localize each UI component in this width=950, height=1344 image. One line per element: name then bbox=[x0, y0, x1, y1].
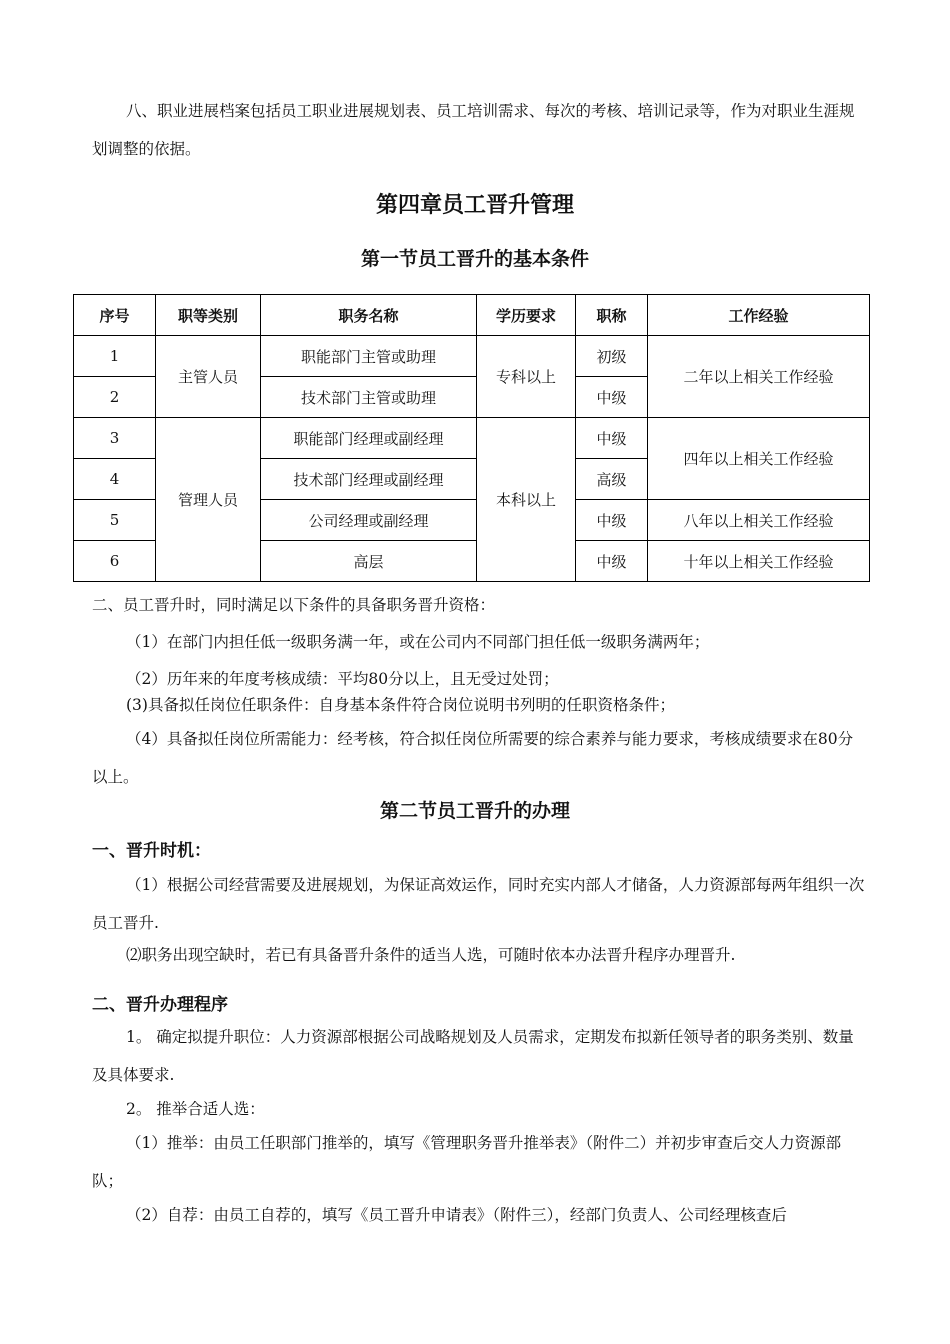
header-cell-experience: 工作经验 bbox=[648, 295, 870, 336]
cell-position: 技术部门经理或副经理 bbox=[261, 459, 477, 500]
cell-education: 专科以上 bbox=[477, 336, 576, 418]
condition-one: （1）在部门内担任低一级职务满一年，或在公司内不同部门担任低一级职务满两年； bbox=[126, 633, 710, 651]
condition-three: (3)具备拟任岗位任职条件：自身基本条件符合岗位说明书列明的任职资格条件； bbox=[126, 696, 675, 714]
cell-education: 本科以上 bbox=[477, 418, 576, 582]
header-cell-category: 职等类别 bbox=[156, 295, 261, 336]
paragraph-two: 二、员工晋升时，同时满足以下条件的具备职务晋升资格： bbox=[92, 596, 496, 614]
timing-paragraph-two: ⑵职务出现空缺时，若已有具备晋升条件的适当人选，可随时依本办法晋升程序办理晋升. bbox=[126, 946, 736, 964]
section-two-title: 第二节员工晋升的办理 bbox=[379, 800, 570, 822]
cell-position: 公司经理或副经理 bbox=[261, 500, 477, 541]
cell-title: 高级 bbox=[576, 459, 648, 500]
header-cell-number: 序号 bbox=[74, 295, 156, 336]
cell-title: 中级 bbox=[576, 418, 648, 459]
cell-position: 职能部门主管或助理 bbox=[261, 336, 477, 377]
header-cell-position: 职务名称 bbox=[261, 295, 477, 336]
cell-experience: 二年以上相关工作经验 bbox=[648, 336, 870, 418]
paragraph-eight: 八、职业进展档案包括员工职业进展规划表、员工培训需求、每次的考核、培训记录等，作为对职业生涯规划调整的依据。 bbox=[92, 102, 855, 158]
cell-category: 主管人员 bbox=[156, 336, 261, 418]
cell-number: 1 bbox=[74, 336, 156, 377]
procedure-self-recommend: （2）自荐：由员工自荐的，填写《员工晋升申请表》（附件三），经部门负责人、公司经理核查后 bbox=[126, 1206, 787, 1224]
cell-category: 管理人员 bbox=[156, 418, 261, 582]
cell-experience: 八年以上相关工作经验 bbox=[648, 500, 870, 541]
condition-two: （2）历年来的年度考核成绩：平均80分以上，且无受过处罚； bbox=[126, 670, 559, 688]
cell-title: 中级 bbox=[576, 377, 648, 418]
cell-number: 6 bbox=[74, 541, 156, 582]
cell-title: 中级 bbox=[576, 541, 648, 582]
table-row bbox=[74, 418, 870, 459]
promotion-conditions-table bbox=[73, 294, 870, 582]
table-header-row bbox=[74, 295, 870, 336]
cell-position: 职能部门经理或副经理 bbox=[261, 418, 477, 459]
cell-number: 4 bbox=[74, 459, 156, 500]
header-cell-education: 学历要求 bbox=[477, 295, 576, 336]
condition-four: （4）具备拟任岗位所需能力：经考核，符合拟任岗位所需要的综合素养与能力要求，考核成绩要求在80分以上。 bbox=[92, 730, 854, 786]
timing-paragraph-one: （1）根据公司经营需要及进展规划，为保证高效运作，同时充实内部人才储备，人力资源部每两年组织一次员工晋升. bbox=[92, 876, 865, 932]
procedure-step-two: 2。 推举合适人选： bbox=[126, 1100, 265, 1118]
cell-number: 5 bbox=[74, 500, 156, 541]
procedure-step-one: 1。 确定拟提升职位：人力资源部根据公司战略规划及人员需求，定期发布拟新任领导者的职务类别、数量及具体要求. bbox=[92, 1028, 854, 1084]
table-row bbox=[74, 336, 870, 377]
procedure-recommend: （1）推举：由员工任职部门推举的，填写《管理职务晋升推举表》（附件二）并初步审查后交人力资源部队； bbox=[92, 1134, 842, 1190]
cell-position: 技术部门主管或助理 bbox=[261, 377, 477, 418]
cell-title: 中级 bbox=[576, 500, 648, 541]
cell-experience: 十年以上相关工作经验 bbox=[648, 541, 870, 582]
cell-experience: 四年以上相关工作经验 bbox=[648, 418, 870, 500]
cell-number: 3 bbox=[74, 418, 156, 459]
section-one-title: 第一节员工晋升的基本条件 bbox=[360, 248, 589, 270]
subsection-procedure-title: 二、晋升办理程序 bbox=[92, 995, 228, 1015]
subsection-timing-title: 一、晋升时机： bbox=[92, 841, 211, 861]
header-cell-title: 职称 bbox=[576, 295, 648, 336]
cell-position: 高层 bbox=[261, 541, 477, 582]
chapter-title: 第四章员工晋升管理 bbox=[375, 193, 574, 218]
cell-number: 2 bbox=[74, 377, 156, 418]
cell-title: 初级 bbox=[576, 336, 648, 377]
